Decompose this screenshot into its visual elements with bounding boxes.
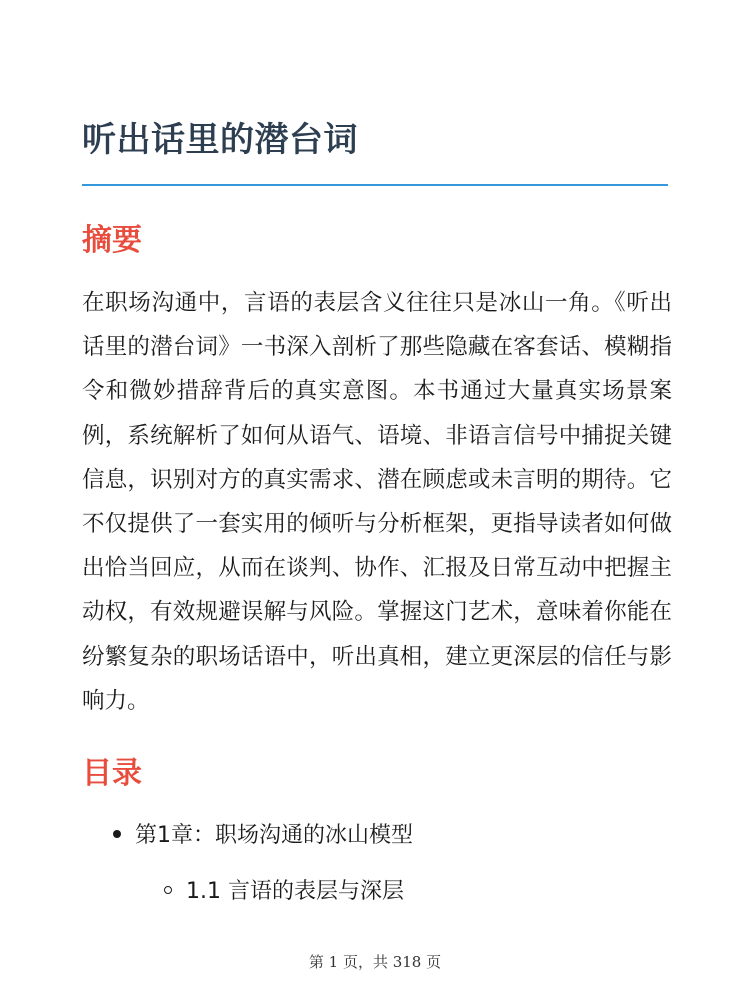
title-divider: [82, 184, 668, 186]
abstract-heading: 摘要: [82, 223, 142, 258]
page-footer: 第 1 页，共 318 页: [308, 953, 442, 971]
toc-item-chapter-1[interactable]: [113, 816, 413, 856]
toc-heading: 目录: [82, 756, 142, 791]
toc-subitem-label: 1.1 言语的表层与深层: [186, 879, 404, 904]
document-title: 听出话里的潜台词: [82, 120, 358, 160]
toc-subitem-1-1[interactable]: [164, 872, 404, 912]
toc-item-label: 第1章：职场沟通的冰山模型: [135, 823, 413, 848]
abstract-body: 在职场沟通中，言语的表层含义往往只是冰山一角。《听出话里的潜台词》一书深入剖析了那些隐藏在客套话、模糊指令和微妙措辞背后的真实意图。本书通过大量真实场景案例，系统解析了如何从语气、语境、非语言信号中捕捉关键信息，识别对方的真实需求、潜在顾虑或未言明的期待。它不仅提供了一套实用的倾听与分析框架，更指导读者如何做出恰当回应，从而在谈判、协作、汇报及日常互动中把握主动权，有效规避误解与风险。掌握这门艺术，意味着你能在纷繁复杂的职场话语中，听出真相，建立更深层的信任与影响力。: [82, 290, 672, 714]
bullet-circle-icon: [164, 886, 172, 894]
bullet-dot-icon: [113, 830, 121, 838]
